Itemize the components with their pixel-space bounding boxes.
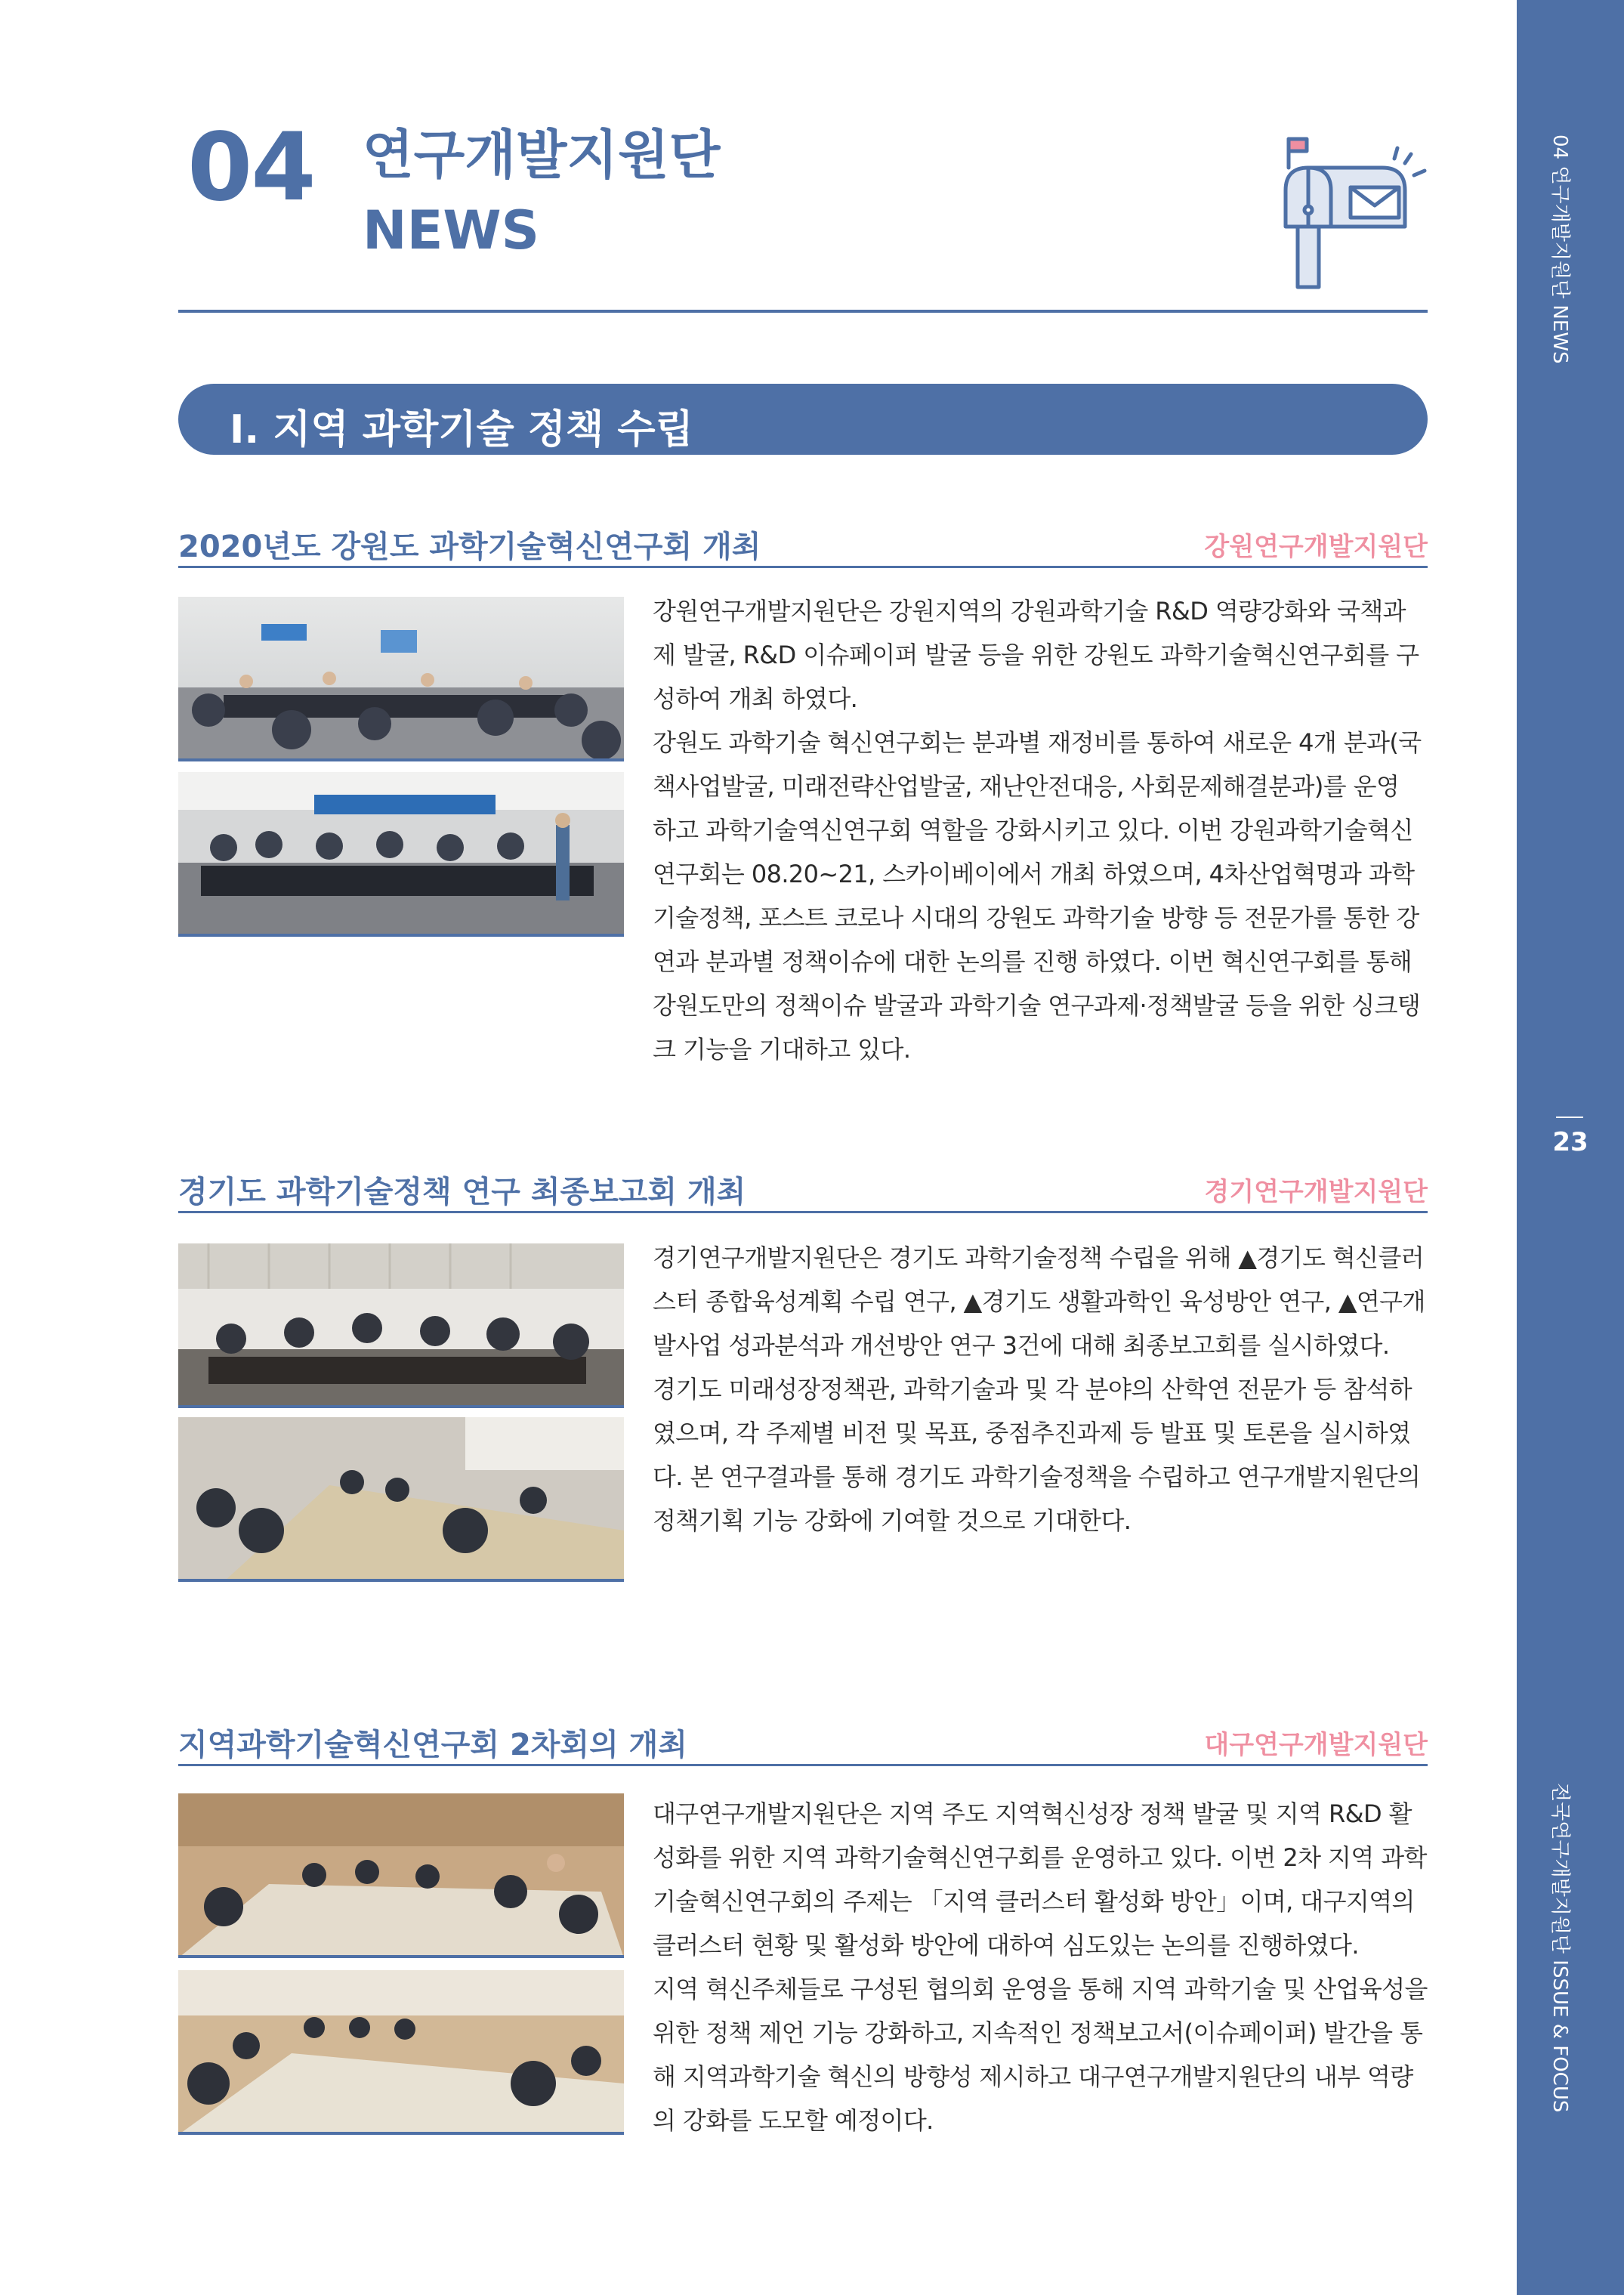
article-paragraph: 강원연구개발지원단은 강원지역의 강원과학기술 R&D 역량강화와 국책과제 발굴, R&D 이슈페이퍼 발굴 등을 위한 강원도 과학기술혁신연구회를 구성하여 개최 하였다. [653,597,1419,713]
meeting-photo [178,1243,624,1408]
meeting-photo [178,1970,624,2135]
article-daegu [178,1721,1428,2159]
article-body [653,589,1428,1071]
sidebar-top-label: 04 연구개발지원단 NEWS [1548,134,1571,364]
page-number: 23 [1552,1127,1588,1157]
section-title: Ⅰ. 지역 과학기술 정책 수립 [230,407,693,453]
meeting-photo [178,772,624,937]
article-title: 지역과학기술혁신연구회 2차회의 개최 [178,1728,687,1762]
meeting-photo [178,597,624,761]
meeting-photo [178,1793,624,1958]
article-header [178,1168,1428,1213]
mailbox-icon [1254,128,1435,295]
article-body [653,1792,1428,2142]
page-number-divider [1556,1117,1583,1118]
article-paragraph: 경기도 미래성장정책관, 과학기술과 및 각 분야의 산학연 전문가 등 참석하였으며, 각 주제별 비전 및 목표, 중점추진과제 등 발표 및 토론을 실시하였다. 본 연구결과를 통해 경기도 과학기술정책을 수립하고 연구개발지원단의 정책기획 기능 강화에 기여할 것으로 기대한다. [653,1375,1421,1535]
article-header [178,523,1428,568]
article-title: 2020년도 강원도 과학기술혁신연구회 개최 [178,530,761,564]
article-paragraph: 대구연구개발지원단은 지역 주도 지역혁신성장 정책 발굴 및 지역 R&D 활성화를 위한 지역 과학기술혁신연구회를 운영하고 있다. 이번 2차 지역 과학기술혁신연구회의 주제는 「지역 클러스터 활성화 방안」이며, 대구지역의 클러스터 현황 및 활성화 방안에 대하여 심도있는 논의를 진행하였다. [653,1799,1427,1960]
section-heading [178,384,1428,455]
chapter-number: 04 [187,113,315,222]
chapter-subtitle: NEWS [363,199,540,261]
chapter-title: 연구개발지원단 [363,124,721,186]
article-org: 강원연구개발지원단 [1204,532,1428,562]
article-paragraph: 강원도 과학기술 혁신연구회는 분과별 재정비를 통하여 새로운 4개 분과(국책사업발굴, 미래전략산업발굴, 재난안전대응, 사회문제해결분과)를 운영 하고 과학기술역신연구회 역할을 강화시키고 있다. 이번 강원과학기술혁신연구회는 08.20~21, 스카이베이에서 개최 하였으며, 4차산업혁명과 과학기술정책, 포스트 코로나 시대의 강원도 과학기술 방향 등 전문가를 통한 강연과 분과별 정책이슈에 대한 논의를 진행 하였다. 이번 혁신연구회를 통해 강원도만의 정책이슈 발굴과 과학기술 연구과제·정책발굴 등을 위한 싱크탱크 기능을 기대하고 있다. [653,728,1422,1064]
article-paragraph: 지역 혁신주체들로 구성된 협의회 운영을 통해 지역 과학기술 및 산업육성을 위한 정책 제언 기능 강화하고, 지속적인 정책보고서(이슈페이퍼) 발간을 통해 지역과학기술 혁신의 방향성 제시하고 대구연구개발지원단의 내부 역량의 강화를 도모할 예정이다. [653,1975,1428,2135]
article-org: 대구연구개발지원단 [1204,1730,1428,1760]
meeting-photo [178,1417,624,1582]
article-org: 경기연구개발지원단 [1204,1177,1428,1207]
article-gangwon [178,523,1428,1064]
sidebar-bottom-label: 전국연구개발지원단 ISSUE & FOCUS [1548,1783,1571,2113]
article-gyeonggi [178,1168,1428,1591]
article-body [653,1236,1428,1543]
article-title: 경기도 과학기술정책 연구 최종보고회 개최 [178,1175,746,1209]
article-paragraph: 경기연구개발지원단은 경기도 과학기술정책 수립을 위해 ▲경기도 혁신클러스터 종합육성계획 수립 연구, ▲경기도 생활과학인 육성방안 연구, ▲연구개발사업 성과분석과 개선방안 연구 3건에 대해 최종보고회를 실시하였다. [653,1243,1425,1360]
article-header [178,1721,1428,1766]
header-rule [178,310,1428,313]
